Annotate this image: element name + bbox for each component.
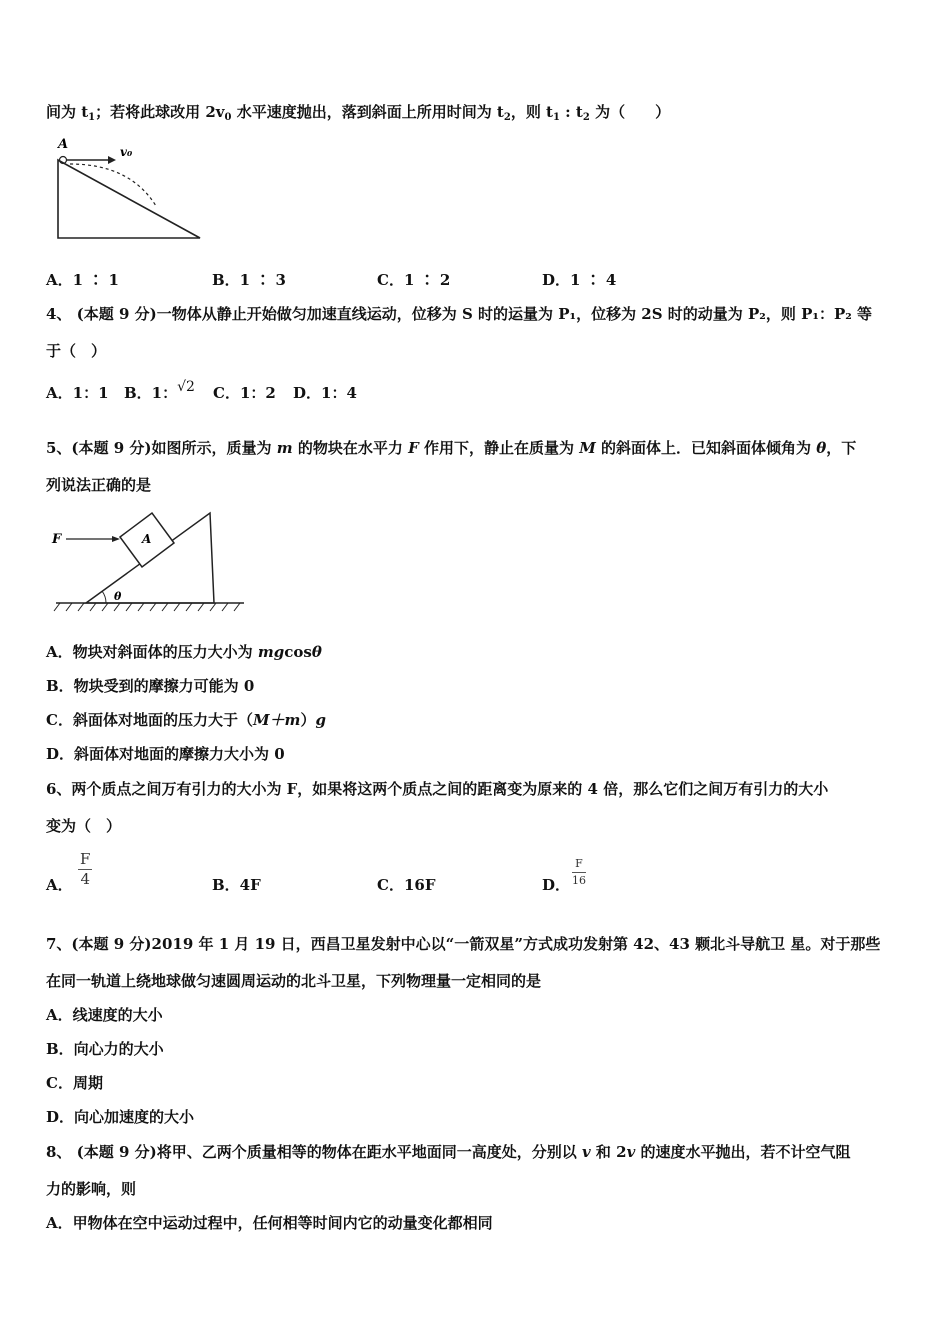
fraction-f-over-4: $\frac{F}{4}$	[80, 850, 91, 888]
q6-option-b[interactable]: B．4F	[212, 876, 261, 894]
q3-option-d[interactable]: D．1 ∶ 4	[542, 271, 617, 289]
label-v0: v₀	[120, 145, 133, 159]
q8-stem-line1: 8、 (本题 9 分)将甲、乙两个质量相等的物体在距水平地面同一高度处，分别以 v 和 2v 的速度水平抛出，若不计空气阻	[46, 1143, 851, 1161]
incline-triangle	[58, 160, 200, 238]
q6-stem-line1: 6、两个质点之间万有引力的大小为 F，如果将这两个质点之间的距离变为原来的 4 倍，那么它们之间万有引力的大小	[46, 780, 829, 798]
q3-incline-figure	[50, 134, 210, 244]
q4-option-c[interactable]: C．1：2	[213, 384, 276, 402]
q4-stem-line1: 4、 (本题 9 分)一物体从静止开始做匀加速直线运动，位移为 S 时的运量为 P₁，位移为 2S 时的动量为 P₂，则 P₁：P₂ 等	[46, 305, 873, 323]
q3-option-b[interactable]: B．1 ∶ 3	[212, 271, 286, 289]
q6-stem-line2: 变为（ ）	[46, 817, 122, 835]
q5-wedge-figure	[50, 505, 250, 617]
theta-label: θ	[114, 590, 122, 603]
q6-option-a[interactable]: A．	[46, 876, 73, 894]
q4-option-d[interactable]: D．1：4	[293, 384, 357, 402]
arrow-head	[108, 156, 116, 164]
q5-option-b[interactable]: B．物块受到的摩擦力可能为 0	[46, 677, 255, 695]
q5-stem-line1: 5、(本题 9 分)如图所示，质量为 m 的物块在水平力 F 作用下，静止在质量为 M 的斜面体上．已知斜面体倾角为 θ，下	[46, 439, 857, 457]
q7-option-a[interactable]: A．线速度的大小	[46, 1006, 163, 1024]
force-arrow-head	[112, 536, 120, 542]
q4-option-b[interactable]: B．1：√2	[124, 379, 195, 402]
q8-stem-line2: 力的影响，则	[46, 1180, 137, 1198]
sqrt2: √2	[177, 379, 195, 395]
q7-stem-line1: 7、(本题 9 分)2019 年 1 月 19 日，西昌卫星发射中心以“一箭双星”方式成功发射第 42、43 颗北斗导航卫 星。对于那些	[46, 935, 881, 953]
q5-stem-line2: 列说法正确的是	[46, 476, 152, 494]
ground-hatch	[54, 603, 240, 611]
q8-option-a[interactable]: A．甲物体在空中运动过程中，任何相等时间内它的动量变化都相同	[46, 1214, 493, 1232]
q3-stem: 间为 $t_1$；若将此球改用 $2v_0$ 水平速度抛出，落到斜面上所用时间为 $t_2$，则 $t_1$ : $t_2$ 为（ ）	[46, 103, 671, 123]
trajectory-curve	[70, 164, 156, 206]
q7-option-b[interactable]: B．向心力的大小	[46, 1040, 164, 1058]
q4-option-a[interactable]: A．1：1	[46, 384, 109, 402]
q7-option-d[interactable]: D．向心加速度的大小	[46, 1108, 195, 1126]
q3-option-c[interactable]: C．1 ∶ 2	[377, 271, 451, 289]
force-label: F	[52, 532, 62, 547]
q6-option-d[interactable]: D．	[542, 876, 571, 894]
q5-option-c[interactable]: C．斜面体对地面的压力大于（M＋m）g	[46, 711, 326, 729]
q7-stem-line2: 在同一轨道上绕地球做匀速圆周运动的北斗卫星，下列物理量一定相同的是	[46, 972, 542, 990]
fraction-f-over-16: $\frac{F}{16}$	[572, 857, 586, 887]
label-a: A	[58, 137, 69, 152]
q7-option-c[interactable]: C．周期	[46, 1074, 103, 1092]
block-label: A	[142, 532, 152, 546]
q5-option-d[interactable]: D．斜面体对地面的摩擦力大小为 0	[46, 745, 285, 763]
q6-option-c[interactable]: C．16F	[377, 876, 436, 894]
q3-option-a[interactable]: A．1 ∶ 1	[46, 271, 119, 289]
q4-stem-line2: 于（ ）	[46, 342, 107, 360]
angle-arc	[102, 591, 106, 603]
q5-option-a[interactable]: A．物块对斜面体的压力大小为 mgcosθ	[46, 643, 322, 661]
